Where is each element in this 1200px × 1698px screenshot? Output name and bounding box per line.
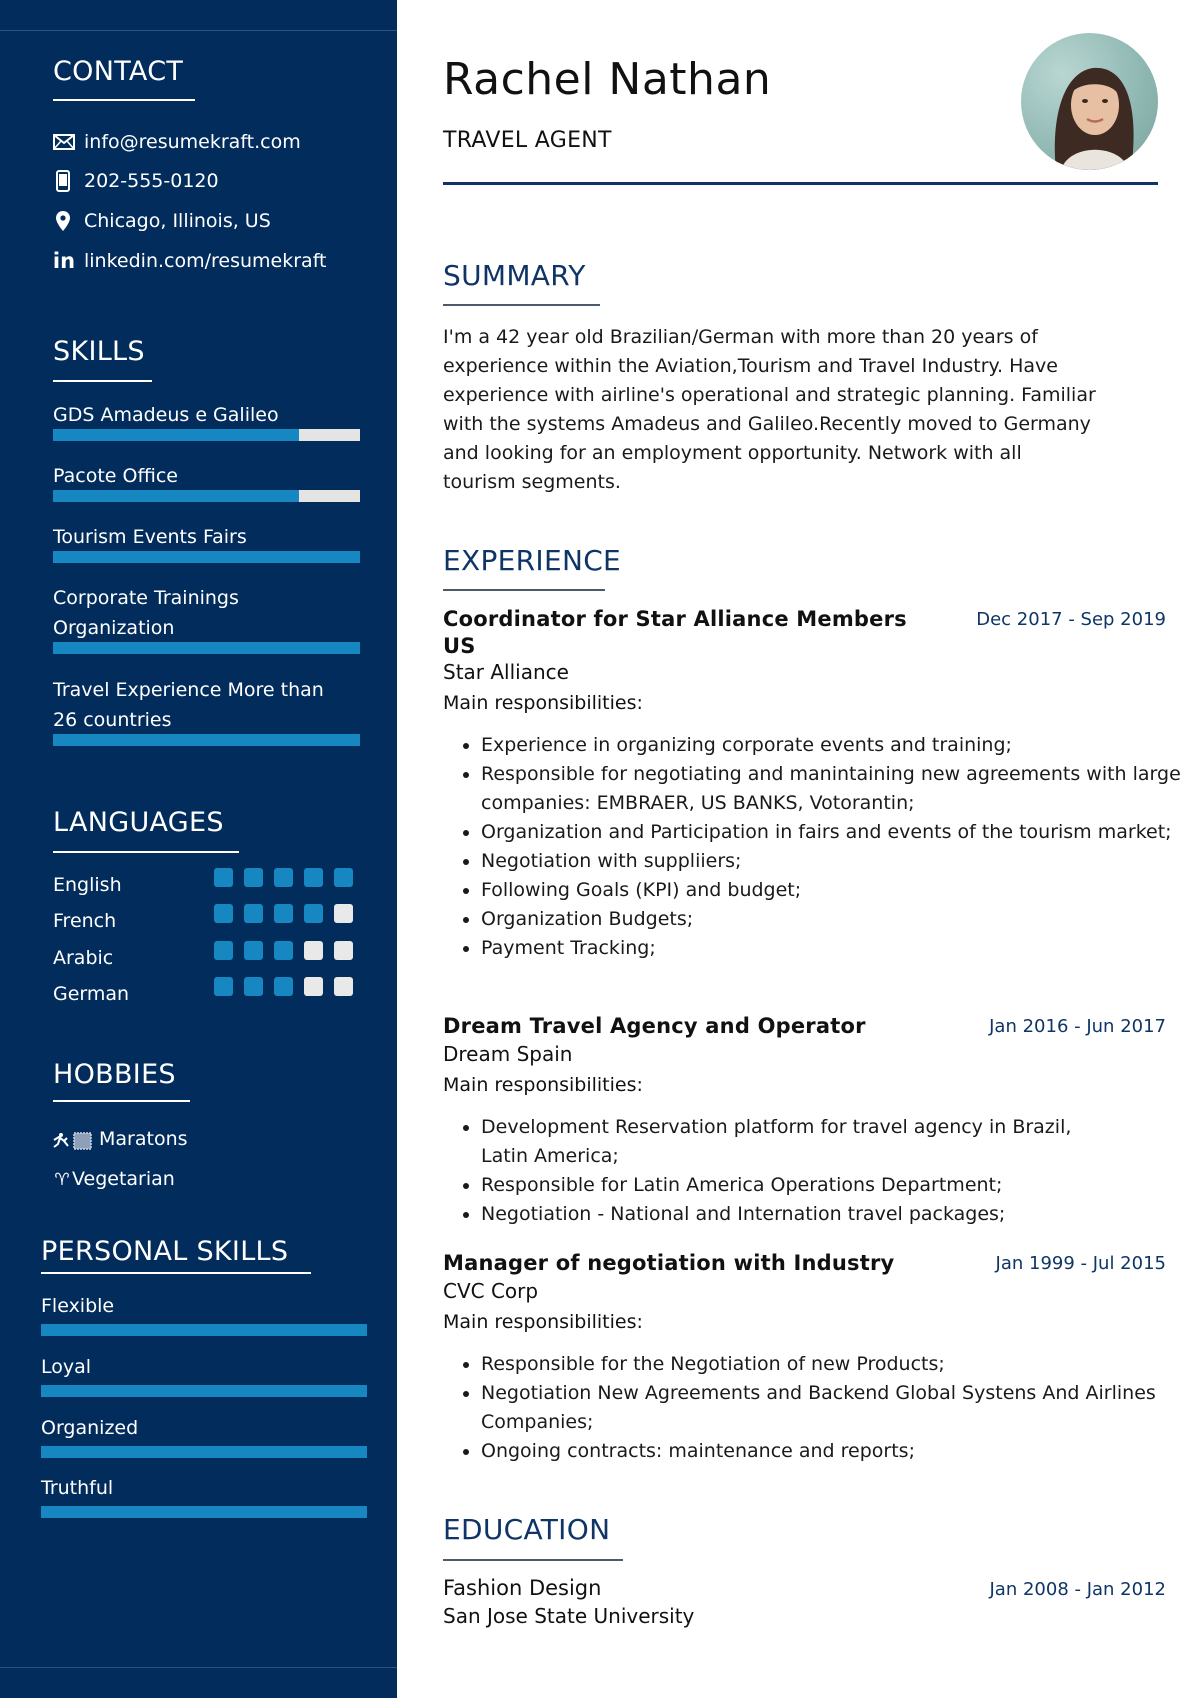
list-item: • Responsible for the Negotiation of new Products;: [481, 1350, 1181, 1379]
list-item: • Organization and Participation in fairs and events of the tourism market;: [481, 818, 1181, 847]
languages-heading-underline: [53, 851, 239, 853]
responsibilities-list: [443, 1113, 1101, 1229]
responsibilities-label: Main responsibilities:: [443, 1074, 643, 1096]
contact-heading-underline: [53, 99, 195, 101]
skill-label: Tourism Events Fairs: [53, 526, 247, 548]
contact-linkedin-link[interactable]: linkedin.com/resumekraft: [84, 250, 327, 272]
contact-phone: 202-555-0120: [84, 170, 219, 192]
language-level-arabic: [214, 941, 353, 960]
hobbies-heading-underline: [53, 1100, 190, 1102]
job-company: CVC Corp: [443, 1279, 539, 1303]
job-title-line2: US: [443, 634, 476, 658]
education-degree: Fashion Design: [443, 1576, 602, 1600]
linkedin-icon: in: [52, 249, 76, 273]
personal-skills-heading-underline: [41, 1272, 311, 1274]
skill-label-line1: Travel Experience More than: [53, 679, 324, 701]
personal-skill-level-bar: [41, 1506, 367, 1518]
runner-icon: [52, 1131, 96, 1151]
skill-level-bar: [53, 642, 360, 654]
personal-skill-label: Truthful: [41, 1477, 114, 1499]
personal-skill-level-bar: [41, 1324, 367, 1336]
location-pin-icon: [55, 209, 71, 233]
summary-heading-underline: [443, 304, 600, 306]
job-dates: Jan 2016 - Jun 2017: [989, 1016, 1166, 1037]
list-item: • Experience in organizing corporate events and training;: [481, 731, 1181, 760]
sidebar-top-divider: [0, 30, 397, 31]
list-item: • Negotiation New Agreements and Backend Global Systens And Airlines Companies;: [481, 1379, 1181, 1437]
profile-photo: [1021, 33, 1158, 170]
skill-label-line2: 26 countries: [53, 709, 172, 731]
skill-label-line2: Organization: [53, 617, 175, 639]
list-item: • Payment Tracking;: [481, 934, 1181, 963]
list-item: • Responsible for Latin America Operations Department;: [481, 1171, 1101, 1200]
job-title: Manager of negotiation with Industry: [443, 1251, 895, 1275]
envelope-icon: [52, 131, 76, 153]
job-dates: Jan 1999 - Jul 2015: [995, 1253, 1166, 1274]
experience-heading: EXPERIENCE: [443, 544, 622, 577]
skill-label: Pacote Office: [53, 465, 178, 487]
education-heading: EDUCATION: [443, 1513, 611, 1546]
list-item: • Following Goals (KPI) and budget;: [481, 876, 1181, 905]
list-item: • Development Reservation platform for travel agency in Brazil, Latin America;: [481, 1113, 1101, 1171]
education-dates: Jan 2008 - Jan 2012: [989, 1579, 1166, 1600]
language-level-english: [214, 868, 353, 887]
responsibilities-list: [443, 1350, 1181, 1466]
job-company: Star Alliance: [443, 660, 569, 684]
personal-skills-heading: PERSONAL SKILLS: [41, 1236, 289, 1267]
list-item: • Negotiation - National and Internation travel packages;: [481, 1200, 1101, 1229]
hobbies-heading: HOBBIES: [53, 1059, 176, 1090]
list-item: • Negotiation with suppliiers;: [481, 847, 1181, 876]
sidebar: [0, 0, 397, 1698]
summary-text: I'm a 42 year old Brazilian/German with more than 20 years of experience within the Aviation,Tourism and Travel Industry. Have experience with airline's operational and strategic planning. Familiar with the systems Amadeus and Galileo.Recently moved to Germany and looking for an employment opportunity. Network with all tourism segments.: [443, 326, 1096, 493]
hobby-label: Vegetarian: [72, 1168, 175, 1190]
education-school: San Jose State University: [443, 1604, 695, 1628]
job-title: Dream Travel Agency and Operator: [443, 1014, 866, 1038]
header-divider: [443, 182, 1158, 185]
responsibilities-label: Main responsibilities:: [443, 692, 643, 714]
responsibilities-list: [443, 731, 1181, 963]
contact-location: Chicago, Illinois, US: [84, 210, 271, 232]
skill-level-bar: [53, 429, 360, 441]
language-label: French: [53, 910, 117, 932]
personal-skill-label: Loyal: [41, 1356, 92, 1378]
education-heading-underline: [443, 1559, 623, 1561]
list-item: • Organization Budgets;: [481, 905, 1181, 934]
aries-icon: ♈: [54, 1170, 70, 1190]
skill-level-bar: [53, 734, 360, 746]
personal-skill-label: Organized: [41, 1417, 139, 1439]
list-item: • Responsible for negotiating and manintaining new agreements with large companies: EMBRAER, US BANKS, Votorantin;: [481, 760, 1181, 818]
language-label: English: [53, 874, 122, 896]
experience-heading-underline: [443, 589, 605, 591]
language-level-german: [214, 977, 353, 996]
list-item: • Ongoing contracts: maintenance and reports;: [481, 1437, 1181, 1466]
contact-email-link[interactable]: info@resumekraft.com: [84, 131, 301, 153]
skills-heading-underline: [53, 380, 152, 382]
language-label: German: [53, 983, 130, 1005]
job-dates: Dec 2017 - Sep 2019: [976, 609, 1166, 630]
language-label: Arabic: [53, 947, 114, 969]
skill-label-line1: Corporate Trainings: [53, 587, 239, 609]
sidebar-bottom-divider: [0, 1667, 397, 1668]
skill-level-bar: [53, 551, 360, 563]
skill-level-bar: [53, 490, 360, 502]
job-role: TRAVEL AGENT: [443, 128, 612, 153]
personal-skill-label: Flexible: [41, 1295, 115, 1317]
skill-label: GDS Amadeus e Galileo: [53, 404, 279, 426]
summary-heading: SUMMARY: [443, 259, 586, 292]
language-level-french: [214, 904, 353, 923]
personal-skill-level-bar: [41, 1446, 367, 1458]
skills-heading: SKILLS: [53, 336, 145, 367]
responsibilities-label: Main responsibilities:: [443, 1311, 643, 1333]
candidate-name: Rachel Nathan: [443, 54, 772, 105]
languages-heading: LANGUAGES: [53, 807, 224, 838]
hobby-label: Maratons: [99, 1128, 188, 1150]
contact-heading: CONTACT: [53, 56, 184, 87]
job-company: Dream Spain: [443, 1042, 573, 1066]
personal-skill-level-bar: [41, 1385, 367, 1397]
phone-icon: [55, 169, 71, 193]
job-title: Coordinator for Star Alliance Members: [443, 607, 907, 631]
